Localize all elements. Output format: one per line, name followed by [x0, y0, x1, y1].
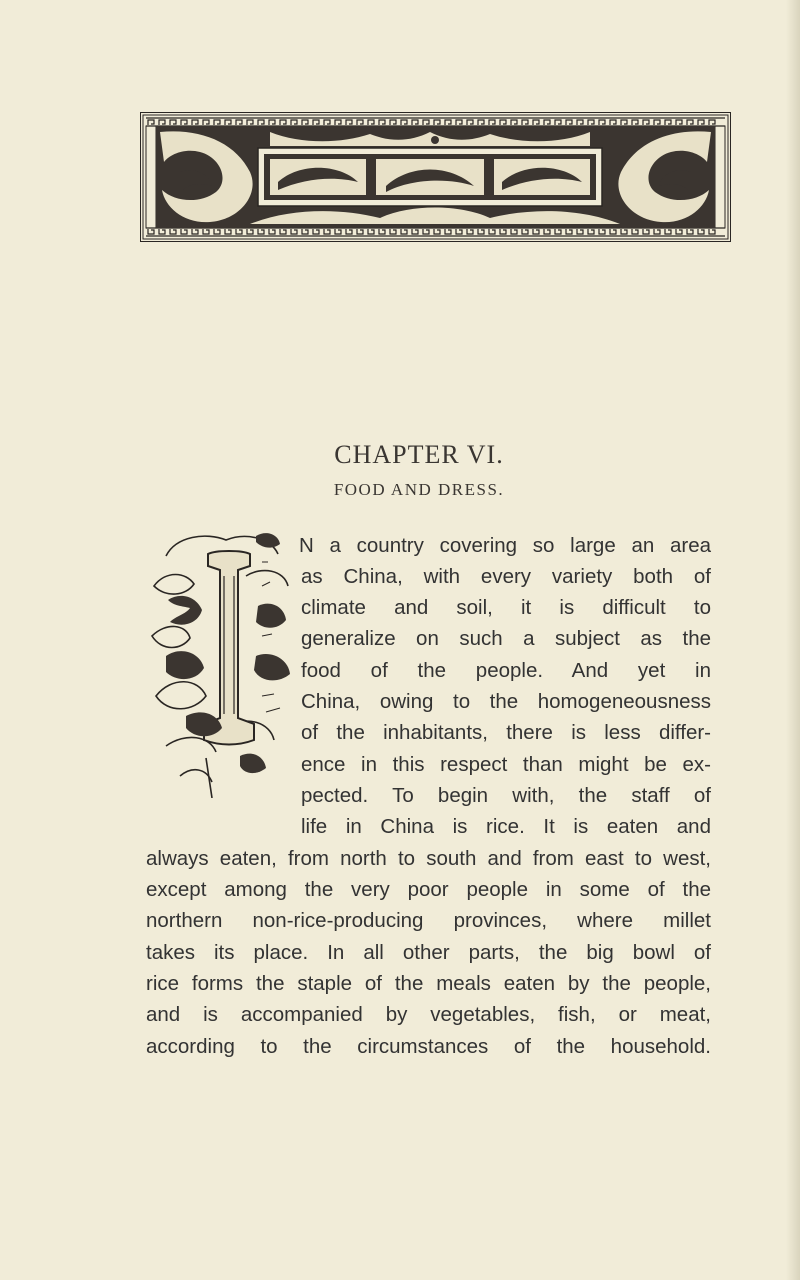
- text-line-8: ence in this respect than might be ex-: [301, 753, 711, 776]
- text-line-2: as China, with every variety both of: [301, 565, 711, 588]
- page-edge-shadow: [786, 0, 800, 1280]
- text-line-17: according to the circumstances of the household.: [146, 1035, 711, 1058]
- text-line-7: of the inhabitants, there is less differ-: [301, 721, 711, 744]
- ornamental-dropcap: [146, 526, 296, 798]
- text-line-5: food of the people. And yet in: [301, 659, 711, 682]
- text-line-15: rice forms the staple of the meals eaten by the people,: [146, 972, 711, 995]
- chapter-title: CHAPTER VI.: [334, 440, 504, 469]
- text-line-9: pected. To begin with, the staff of: [301, 784, 711, 807]
- text-line-3: climate and soil, it is difficult to: [301, 596, 711, 619]
- text-line-16: and is accompanied by vegetables, fish, or meat,: [146, 1003, 711, 1026]
- text-line-1: N a country covering so large an area: [299, 534, 711, 557]
- ornamental-headpiece: [140, 112, 731, 242]
- chapter-subtitle: FOOD AND DRESS.: [333, 480, 505, 499]
- text-line-14: takes its place. In all other parts, the big bowl of: [146, 941, 711, 964]
- text-line-13: northern non-rice-producing provinces, where millet: [146, 909, 711, 932]
- text-line-11: always eaten, from north to south and from east to west,: [146, 847, 711, 870]
- text-line-12: except among the very poor people in some of the: [146, 878, 711, 901]
- text-line-6: China, owing to the homogeneousness: [301, 690, 711, 713]
- text-line-10: life in China is rice. It is eaten and: [301, 815, 711, 838]
- text-line-4: generalize on such a subject as the: [301, 627, 711, 650]
